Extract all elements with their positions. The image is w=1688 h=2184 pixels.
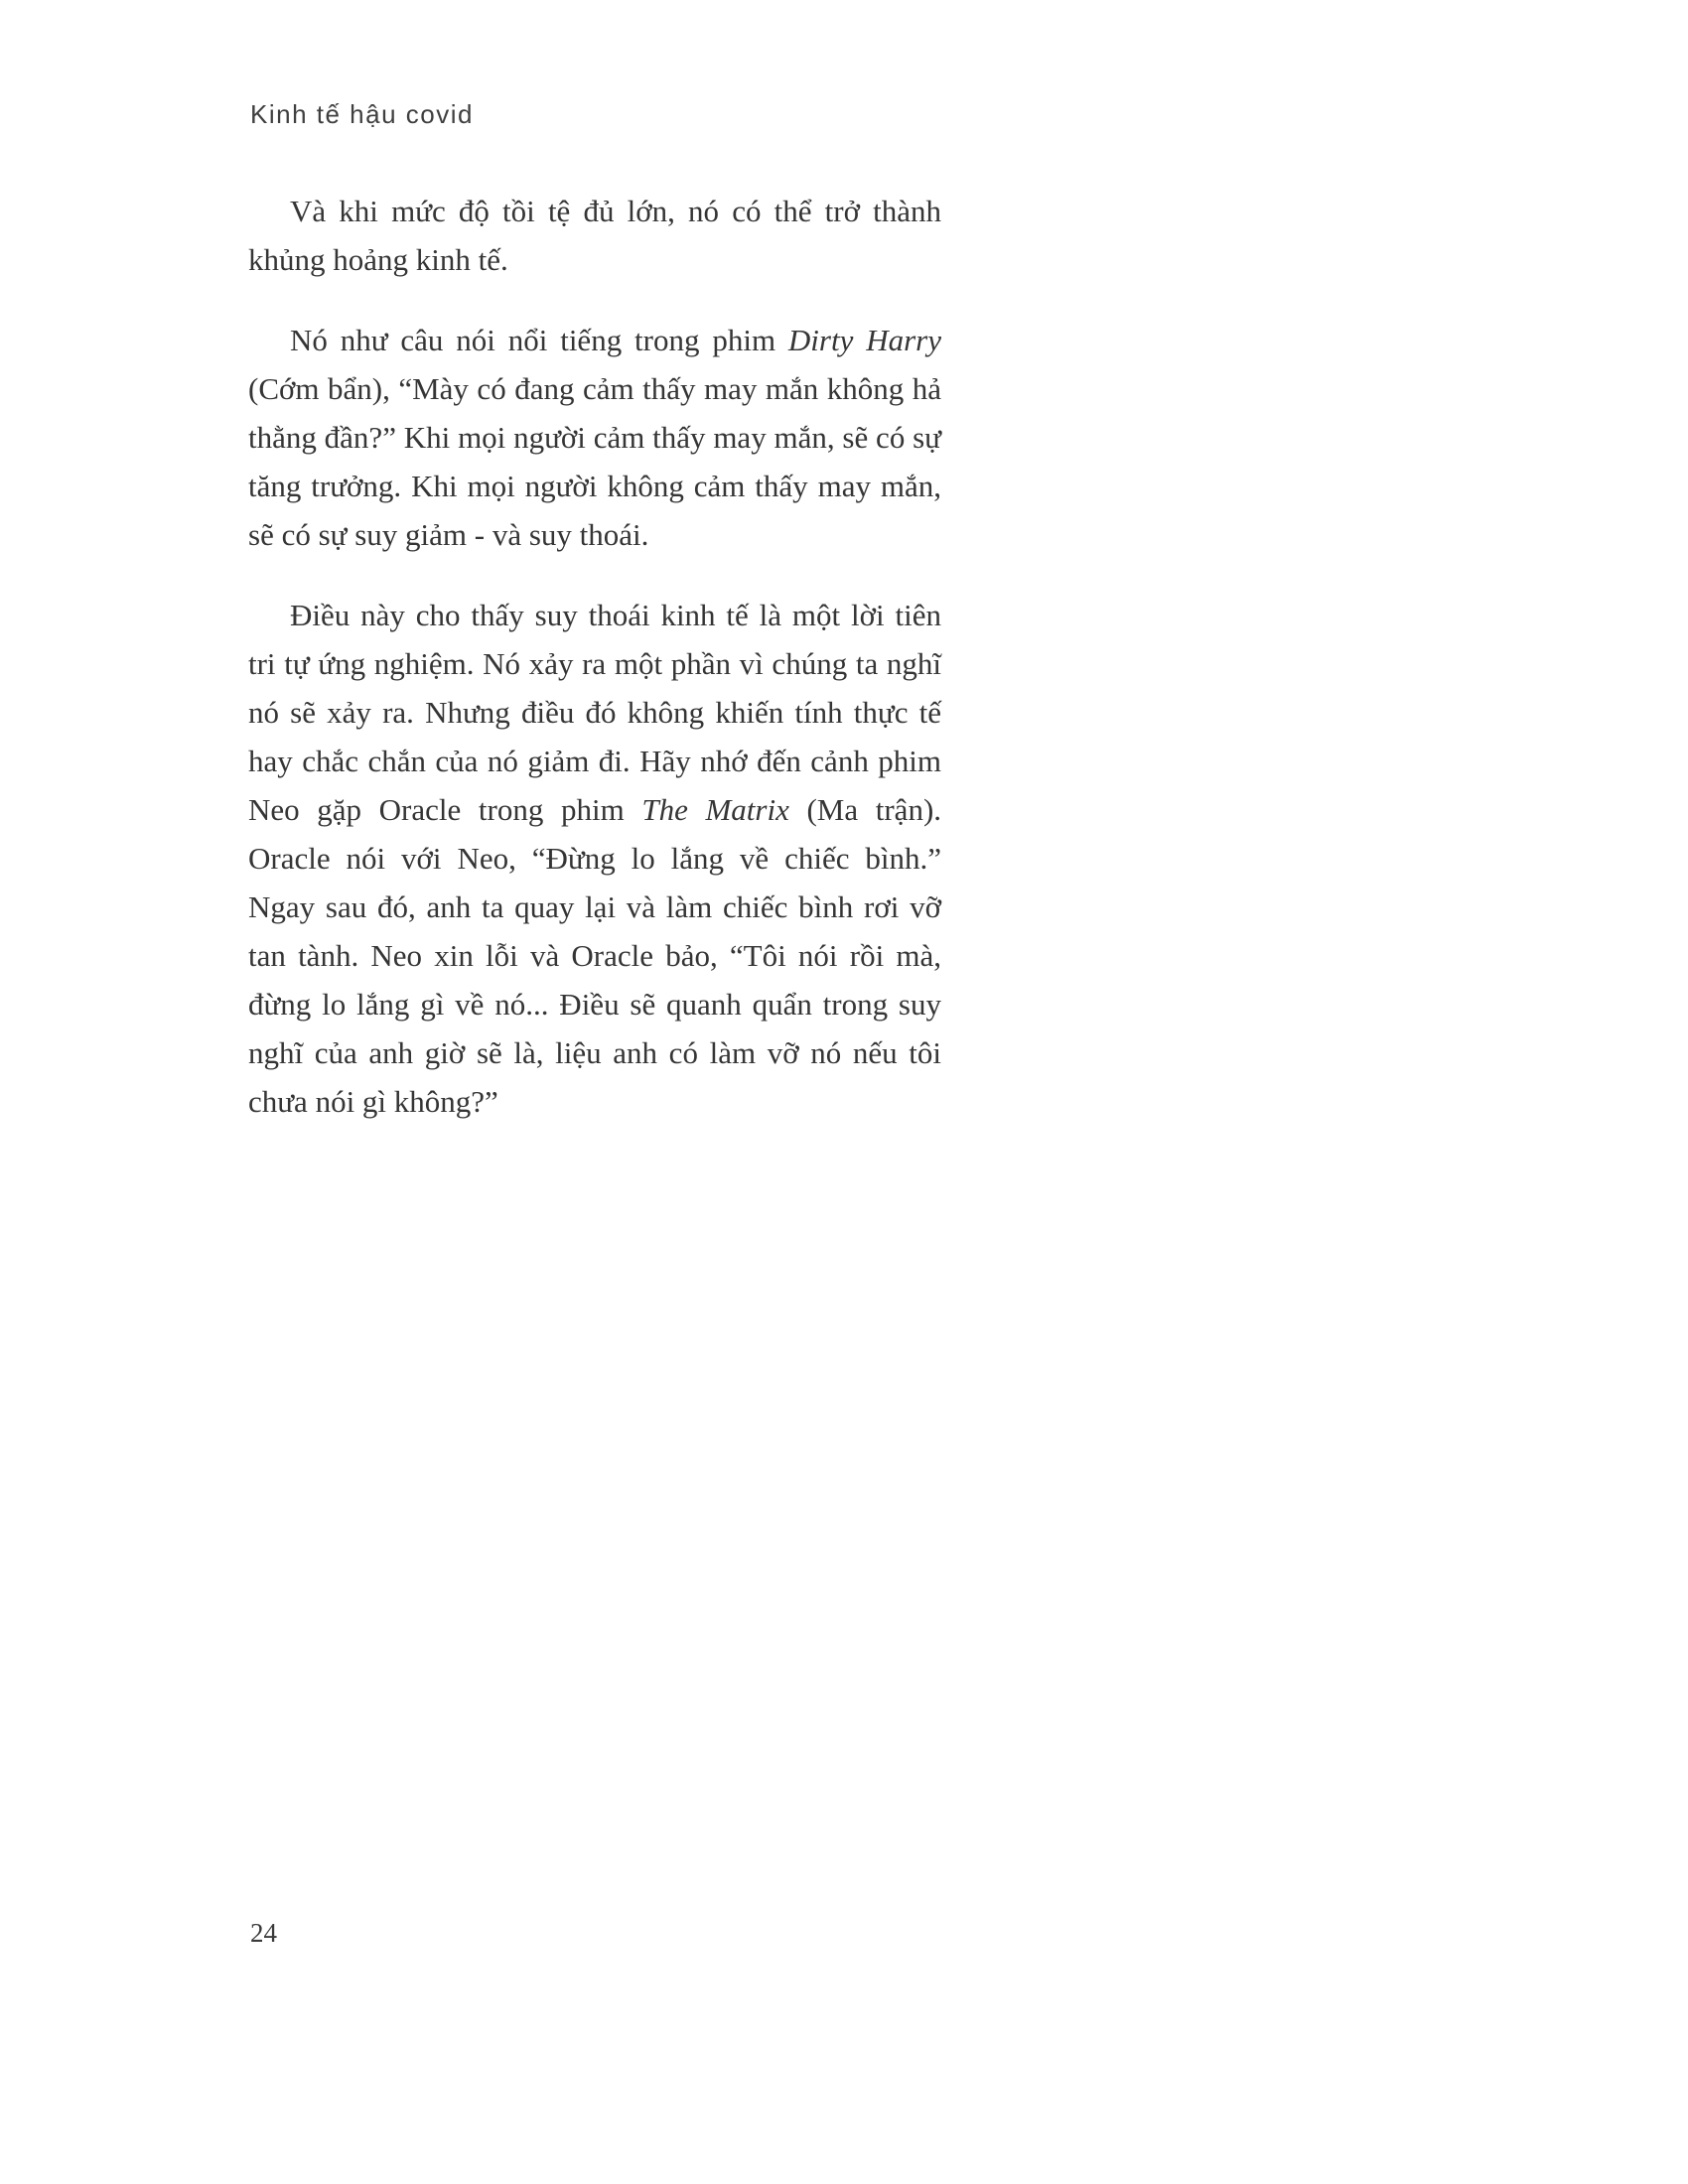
paragraph [248,316,941,559]
text-run: (Cớm bẩn), “Mày có đang cảm thấy may mắn không hả thằng đần?” Khi mọi người cảm thấy may mắn, sẽ có sự tăng trưởng. Khi mọi người không cảm thấy may mắn, sẽ có sự suy giảm - và suy thoái. [248,371,941,552]
page-number: 24 [250,1918,277,1948]
paragraph [248,187,941,284]
body-text [248,187,941,1158]
text-run: Và khi mức độ tồi tệ đủ lớn, nó có thể trở thành khủng hoảng kinh tế. [248,194,941,277]
italic-text-run: The Matrix [641,792,789,827]
running-header: Kinh tế hậu covid [250,99,474,129]
text-run: Nó như câu nói nổi tiếng trong phim [290,323,788,357]
paragraph [248,591,941,1126]
text-run: Điều này cho thấy suy thoái kinh tế là một lời tiên tri tự ứng nghiệm. Nó xảy ra một phần vì chúng ta nghĩ nó sẽ xảy ra. Nhưng điều đó không khiến tính thực tế hay chắc chắn của nó giảm đi. Hãy nhớ đến cảnh phim Neo gặp Oracle trong phim [248,598,941,827]
italic-text-run: Dirty Harry [787,323,941,357]
text-run: (Ma trận). Oracle nói với Neo, “Đừng lo lắng về chiếc bình.” Ngay sau đó, anh ta quay lại và làm chiếc bình rơi vỡ tan tành. Neo xin lỗi và Oracle bảo, “Tôi nói rồi mà, đừng lo lắng gì về nó... Điều sẽ quanh quẩn trong suy nghĩ của anh giờ sẽ là, liệu anh có làm vỡ nó nếu tôi chưa nói gì không?” [248,792,942,1119]
